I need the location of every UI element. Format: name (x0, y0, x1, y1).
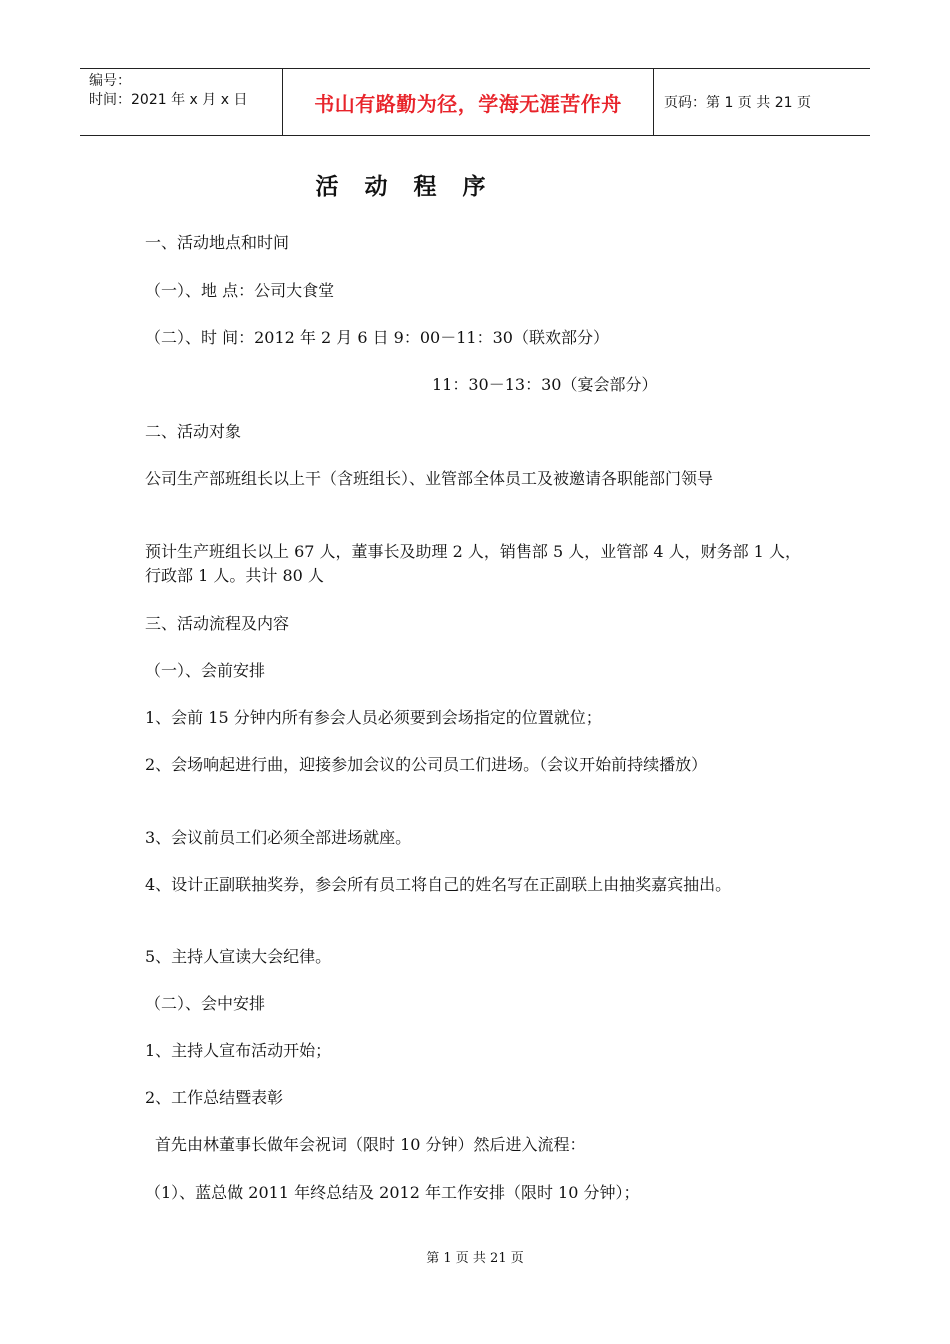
header-motto-cell (282, 69, 654, 135)
paragraph: 公司生产部班组长以上干（含班组长）、业管部全体员工及被邀请各职能部门领导 (145, 469, 714, 488)
list-item: 2、会场响起进行曲，迎接参加会议的公司员工们进场。（会议开始前持续播放） (145, 755, 708, 774)
header-motto: 书山有路勤为径，学海无涯苦作舟 (314, 91, 622, 116)
subsection-heading: （二）、会中安排 (145, 994, 266, 1013)
list-item: 1、主持人宣布活动开始； (145, 1041, 332, 1060)
section-heading: 一、活动地点和时间 (145, 233, 290, 252)
paragraph: （一）、地 点：公司大食堂 (145, 281, 335, 300)
header-page-cell (654, 69, 870, 135)
page-footer: 第 1 页 共 21 页 (426, 1251, 524, 1266)
list-item: 2、工作总结暨表彰 (145, 1088, 284, 1107)
page-header (80, 68, 870, 136)
section-heading: 二、活动对象 (145, 422, 242, 441)
list-item: 1、会前 15 分钟内所有参会人员必须要到会场指定的位置就位； (145, 708, 602, 727)
document-title: 活 动 程 序 (315, 174, 495, 200)
document-time-label: 时间：2021 年 x 月 x 日 (89, 92, 248, 108)
section-heading: 三、活动流程及内容 (145, 614, 290, 633)
paragraph: 预计生产班组长以上 67 人，董事长及助理 2 人，销售部 5 人，业管部 4 人，财务部 1 人，行政部 1 人。共计 80 人 (145, 542, 801, 585)
list-item: 3、会议前员工们必须全部进场就座。 (145, 828, 412, 847)
paragraph: （二）、时 间：2012 年 2 月 6 日 9：00－11：30（联欢部分） (145, 328, 609, 347)
list-item: 4、设计正副联抽奖券，参会所有员工将自己的姓名写在正副联上由抽奖嘉宾抽出。 (145, 875, 732, 894)
header-page-label: 页码：第 1 页 共 21 页 (664, 95, 811, 111)
list-item: （1）、蓝总做 2011 年终总结及 2012 年工作安排（限时 10 分钟）； (145, 1183, 640, 1202)
list-item: 5、主持人宣读大会纪律。 (145, 947, 332, 966)
document-number-label: 编号： (89, 73, 131, 89)
paragraph: 首先由林董事长做年会祝词（限时 10 分钟）然后进入流程： (155, 1135, 586, 1154)
header-meta (80, 69, 282, 135)
subsection-heading: （一）、会前安排 (145, 661, 266, 680)
paragraph: 11：30－13：30（宴会部分） (432, 375, 658, 394)
